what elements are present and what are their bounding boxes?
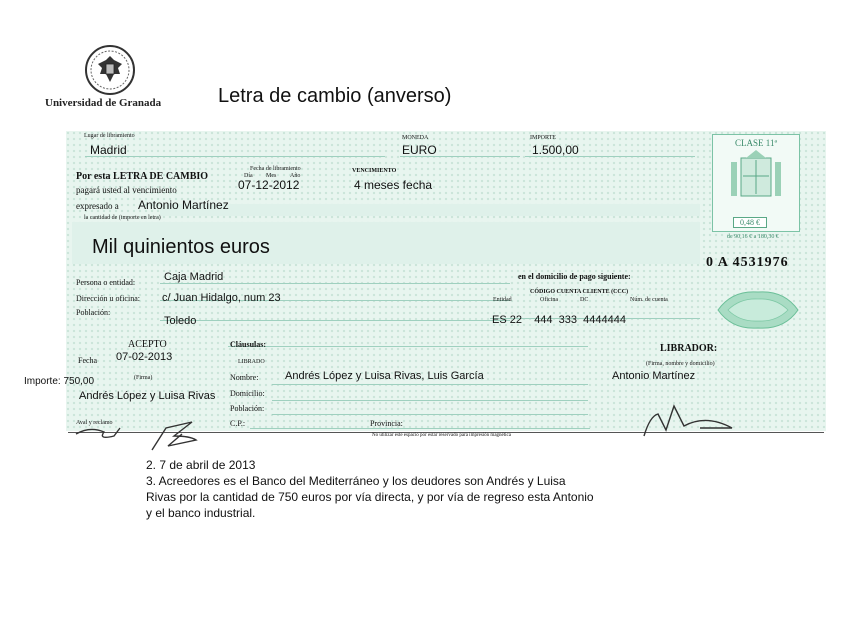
moneda-value: EURO [402,143,437,157]
importe-label: IMPORTE [530,135,556,141]
magnetic-footer-note: No utilizar este espacio por estar reservado para impresión magnética [372,433,511,438]
drawer-signature [636,396,746,440]
lugar-value: Madrid [90,143,127,157]
stamp-range: de 90,16 € a 180,30 € [727,234,779,240]
clase-label: CLASE 11ª [735,138,777,148]
nombre-label: Nombre: [230,373,259,382]
page-title: Letra de cambio (anverso) [218,85,452,107]
aceptante-value: Andrés López y Luisa Rivas [79,390,216,402]
fecha-label: Fecha [78,356,98,365]
entidad-label: Entidad [493,297,512,303]
poblacion-value: Toledo [164,315,197,327]
intro-line2: pagará usted al vencimiento [76,185,177,195]
drawee-signature [70,414,230,454]
university-name: Universidad de Granada [45,97,162,109]
persona-label: Persona o entidad: [76,278,136,287]
cantidad-value: Mil quinientos euros [92,236,270,258]
dc-label: DC [580,297,589,303]
num-cuenta-label: Núm. de cuenta [630,297,668,303]
firma-label: (Firma) [134,375,153,381]
acepto-label: ACEPTO [128,339,167,350]
aval-label: Aval y reclamo [76,420,113,426]
note-line-4: y el banco industrial. [146,506,256,520]
serial-number: 0 A 4531976 [706,255,789,270]
direccion-value: c/ Juan Hidalgo, num 23 [162,292,281,304]
tax-stamp [712,134,800,232]
note-line-2: 3. Acreedores es el Banco del Mediterráneo y los deudores son Andrés y Luisa [146,474,566,488]
clausulas-label: Cláusulas: [230,340,267,349]
poblacion2-label: Población: [230,404,265,413]
cp-label: C.P.: [230,419,246,428]
lugar-label: Lugar de libramiento [84,133,135,139]
ccc-value: ES 22 444 333 4444444 [492,314,626,326]
librador-label: LIBRADOR: [660,343,718,354]
oficina-label: Oficina [540,297,558,303]
poblacion-label: Población: [76,308,111,317]
vencimiento-value: 4 meses fecha [354,178,433,192]
provincia-label: Provincia: [370,419,403,428]
vencimiento-label: VENCIMIENTO [352,168,397,174]
librado-label: LIBRADO [238,359,265,365]
fecha-libramiento-label: Fecha de libramiento [250,166,301,172]
fecha-acepto-value: 07-02-2013 [116,351,173,363]
cantidad-label: la cantidad de (importe en letra) [84,215,161,221]
mes-label: Mes [266,173,277,179]
importe-value: 1.500,00 [532,143,579,157]
persona-value: Caja Madrid [164,271,224,283]
university-logo [84,44,136,96]
ccc-label: CÓDIGO CUENTA CLIENTE (CCC) [530,289,629,295]
domicilio2-label: Domicilio: [230,389,265,398]
librador-sub: (Firma, nombre y domicilio) [646,361,715,367]
nombre-value: Andrés López y Luisa Rivas, Luis García [285,370,484,382]
ano-label: Año [290,173,301,179]
security-rosette-icon [712,286,804,334]
note-line-3: Rivas por la cantidad de 750 euros por vía directa, y por vía de regreso esta Antonio [146,490,594,504]
note-line-1: 2. 7 de abril de 2013 [146,458,256,472]
intro-line3: expresado a [76,201,119,211]
coat-of-arms-icon [713,148,799,208]
moneda-label: MONEDA [402,135,429,141]
stamp-value: 0,48 € [733,217,767,228]
fecha-libramiento-value: 07-12-2012 [238,178,300,192]
domicilio-label: en el domicilio de pago siguiente: [518,272,631,281]
dia-label: Día [244,173,253,179]
librador-value: Antonio Martínez [612,370,696,382]
beneficiary-value: Antonio Martínez [138,198,229,212]
intro-line1: Por esta LETRA DE CAMBIO [76,171,209,182]
importe-side: Importe: 750,00 [24,376,95,387]
direccion-label: Dirección u oficina: [76,294,140,303]
